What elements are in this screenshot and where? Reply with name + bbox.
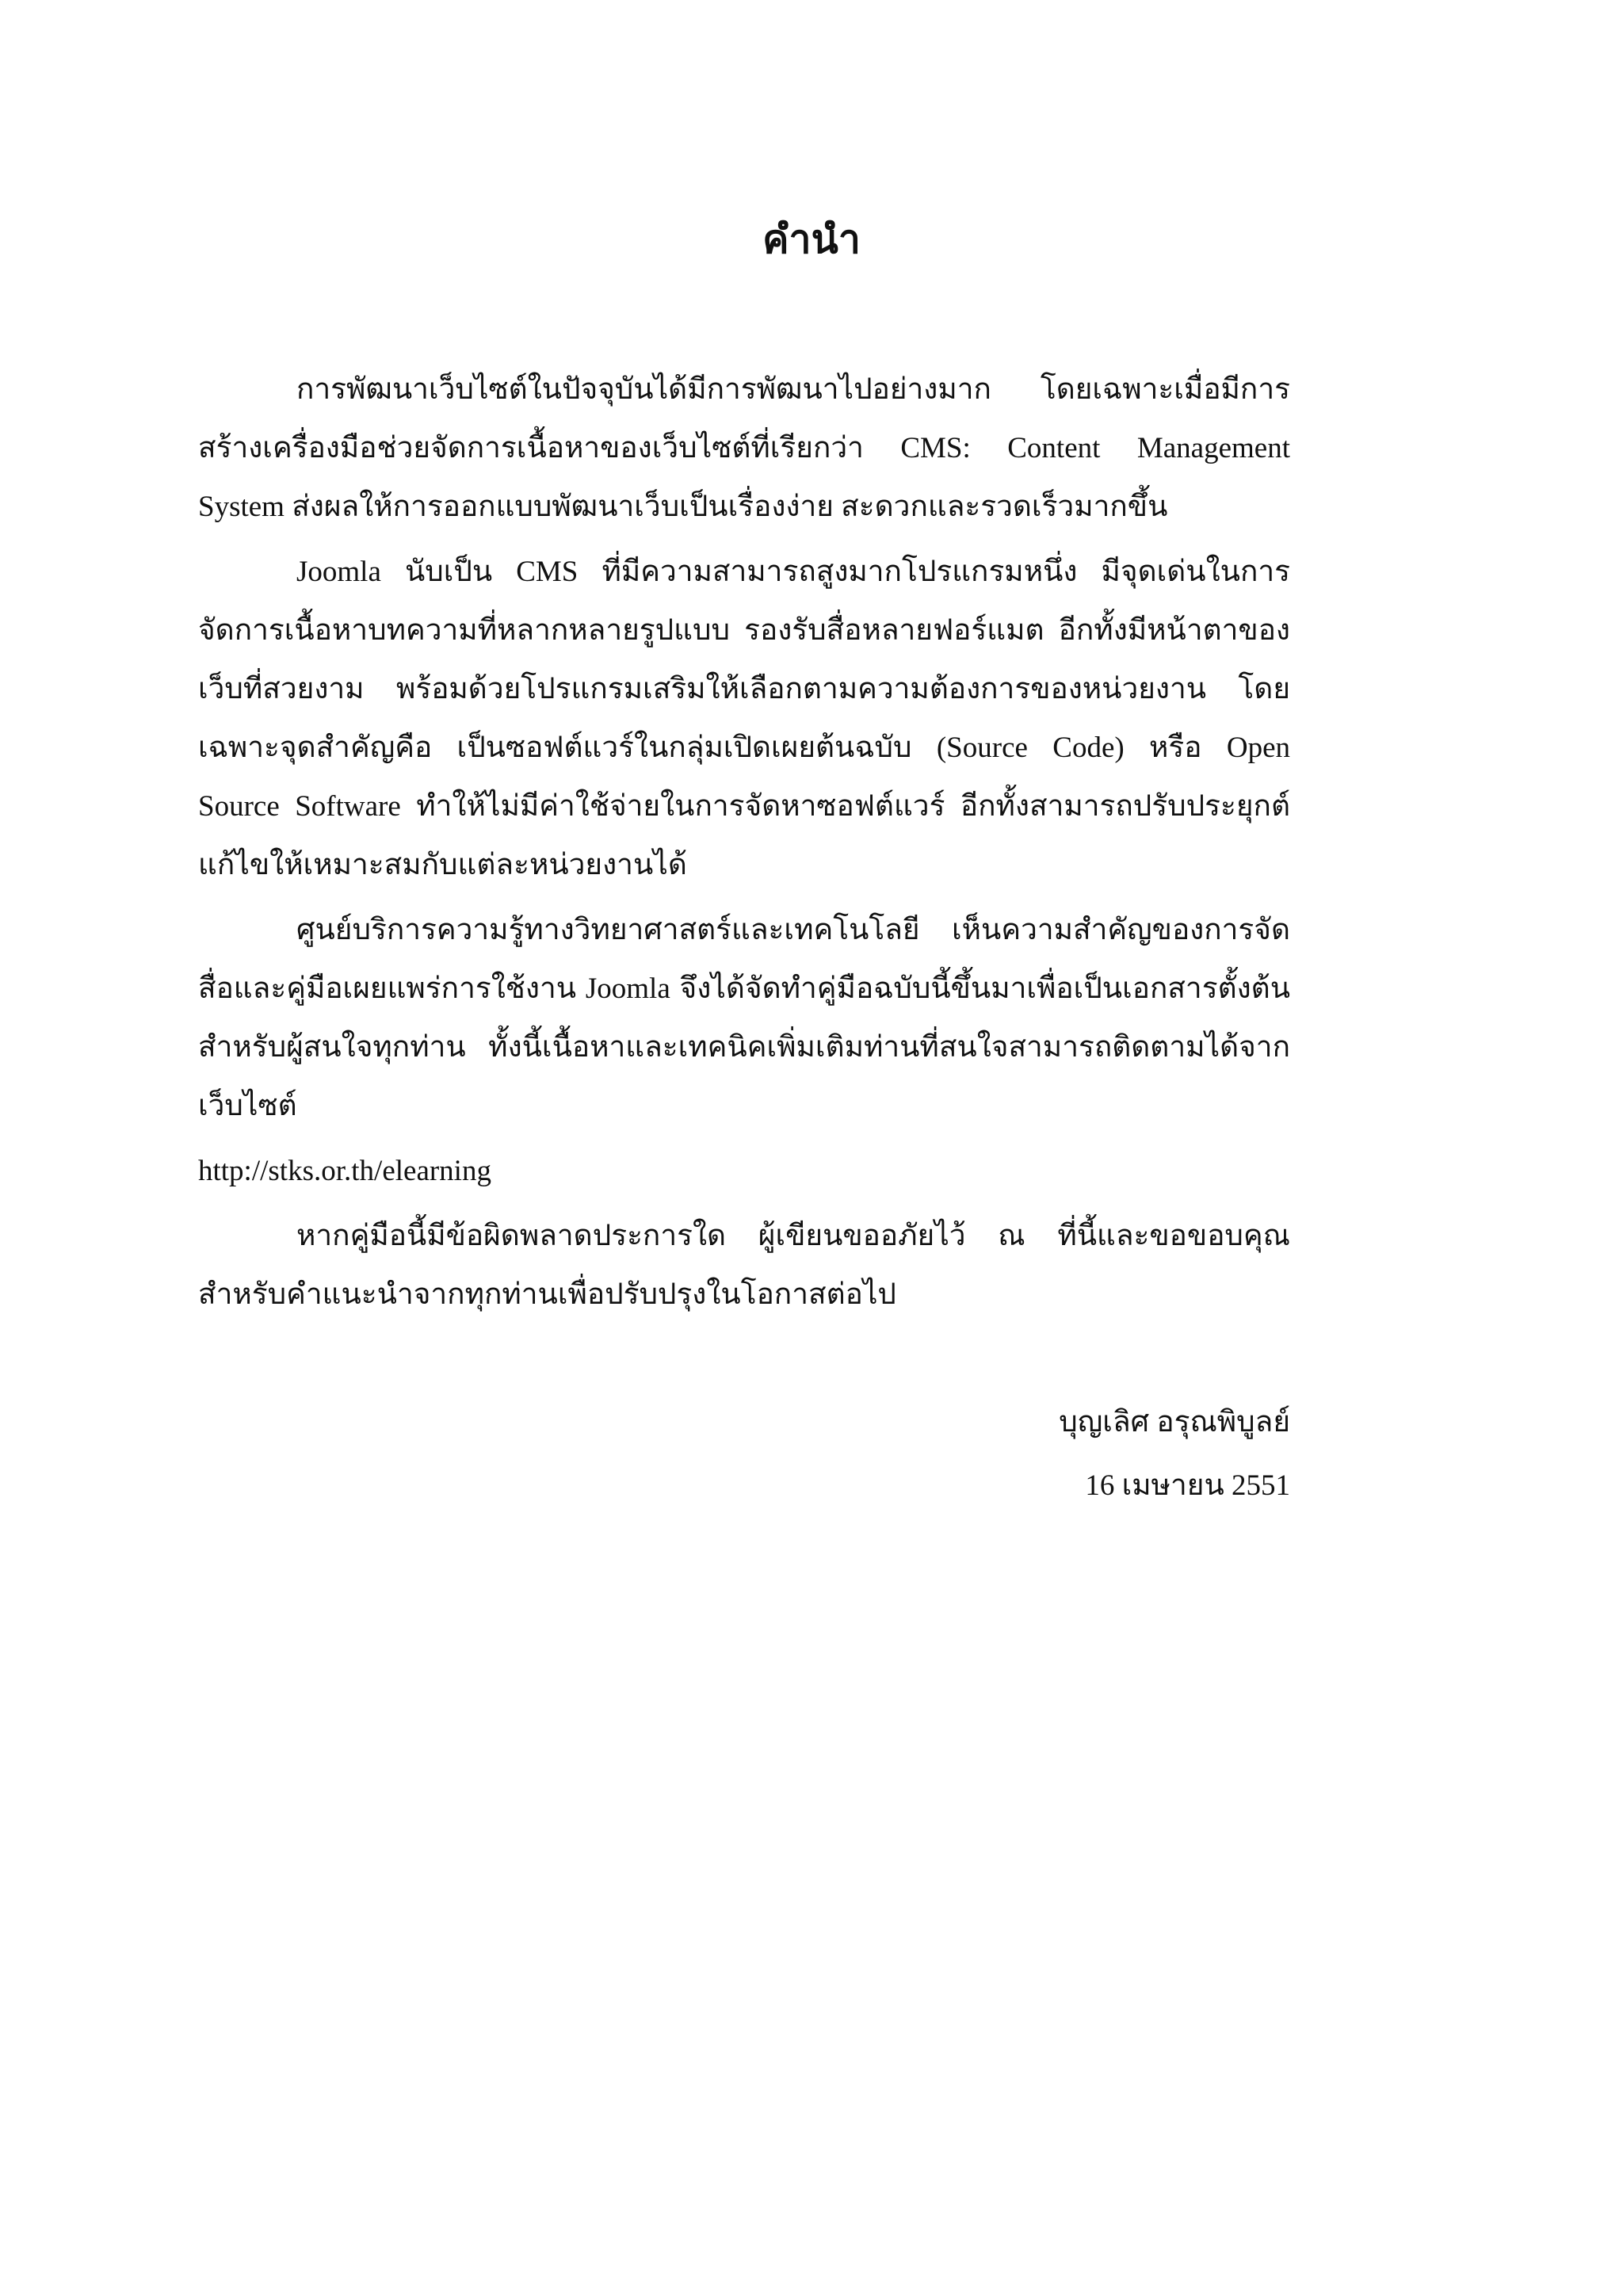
- website-url: http://stks.or.th/elearning: [198, 1155, 491, 1187]
- signature-block: [1059, 1391, 1290, 1518]
- paragraph-3: ศูนย์บริการความรู้ทางวิทยาศาสตร์และเทคโนโลยี เห็นความสำคัญของการจัดสื่อและคู่มือเผยแพร่การใช้งาน Joomla จึงได้จัดทำคู่มือฉบับนี้ขึ้นมาเพื่อเป็นเอกสารตั้งต้นสำหรับผู้สนใจทุกท่าน ทั้งนี้เนื้อหาและเทคนิคเพิ่มเติมท่านที่สนใจสามารถติดตามได้จากเว็บไซต์: [198, 914, 1290, 1122]
- author-name: บุญเลิศ อรุณพิบูลย์: [1059, 1406, 1290, 1438]
- document-body: [198, 361, 1290, 1331]
- paragraph-1: การพัฒนาเว็บไซต์ในปัจจุบันได้มีการพัฒนาไปอย่างมาก โดยเฉพาะเมื่อมีการสร้างเครื่องมือช่วยจัดการเนื้อหาของเว็บไซต์ที่เรียกว่า CMS: Content Management System ส่งผลให้การออกแบบพัฒนาเว็บเป็นเรื่องง่าย สะดวกและรวดเร็วมากขึ้น: [198, 373, 1290, 523]
- paragraph-4: หากคู่มือนี้มีข้อผิดพลาดประการใด ผู้เขียนขออภัยไว้ ณ ที่นี้และขอขอบคุณสำหรับคำแนะนำจากทุกท่านเพื่อปรับปรุงในโอกาสต่อไป: [198, 1220, 1290, 1311]
- paragraph-2: Joomla นับเป็น CMS ที่มีความสามารถสูงมากโปรแกรมหนึ่ง มีจุดเด่นในการจัดการเนื้อหาบทความที่หลากหลายรูปแบบ รองรับสื่อหลายฟอร์แมต อีกทั้งมีหน้าตาของเว็บที่สวยงาม พร้อมด้วยโปรแกรมเสริมให้เลือกตามความต้องการของหน่วยงาน โดยเฉพาะจุดสำคัญคือ เป็นซอฟต์แวร์ในกลุ่มเปิดเผยต้นฉบับ (Source Code) หรือ Open Source Software ทำให้ไม่มีค่าใช้จ่ายในการจัดหาซอฟต์แวร์ อีกทั้งสามารถปรับประยุกต์แก้ไขให้เหมาะสมกับแต่ละหน่วยงานได้: [198, 556, 1290, 881]
- document-date: 16 เมษายน 2551: [1085, 1469, 1290, 1502]
- page-title: คำนำ: [762, 217, 861, 262]
